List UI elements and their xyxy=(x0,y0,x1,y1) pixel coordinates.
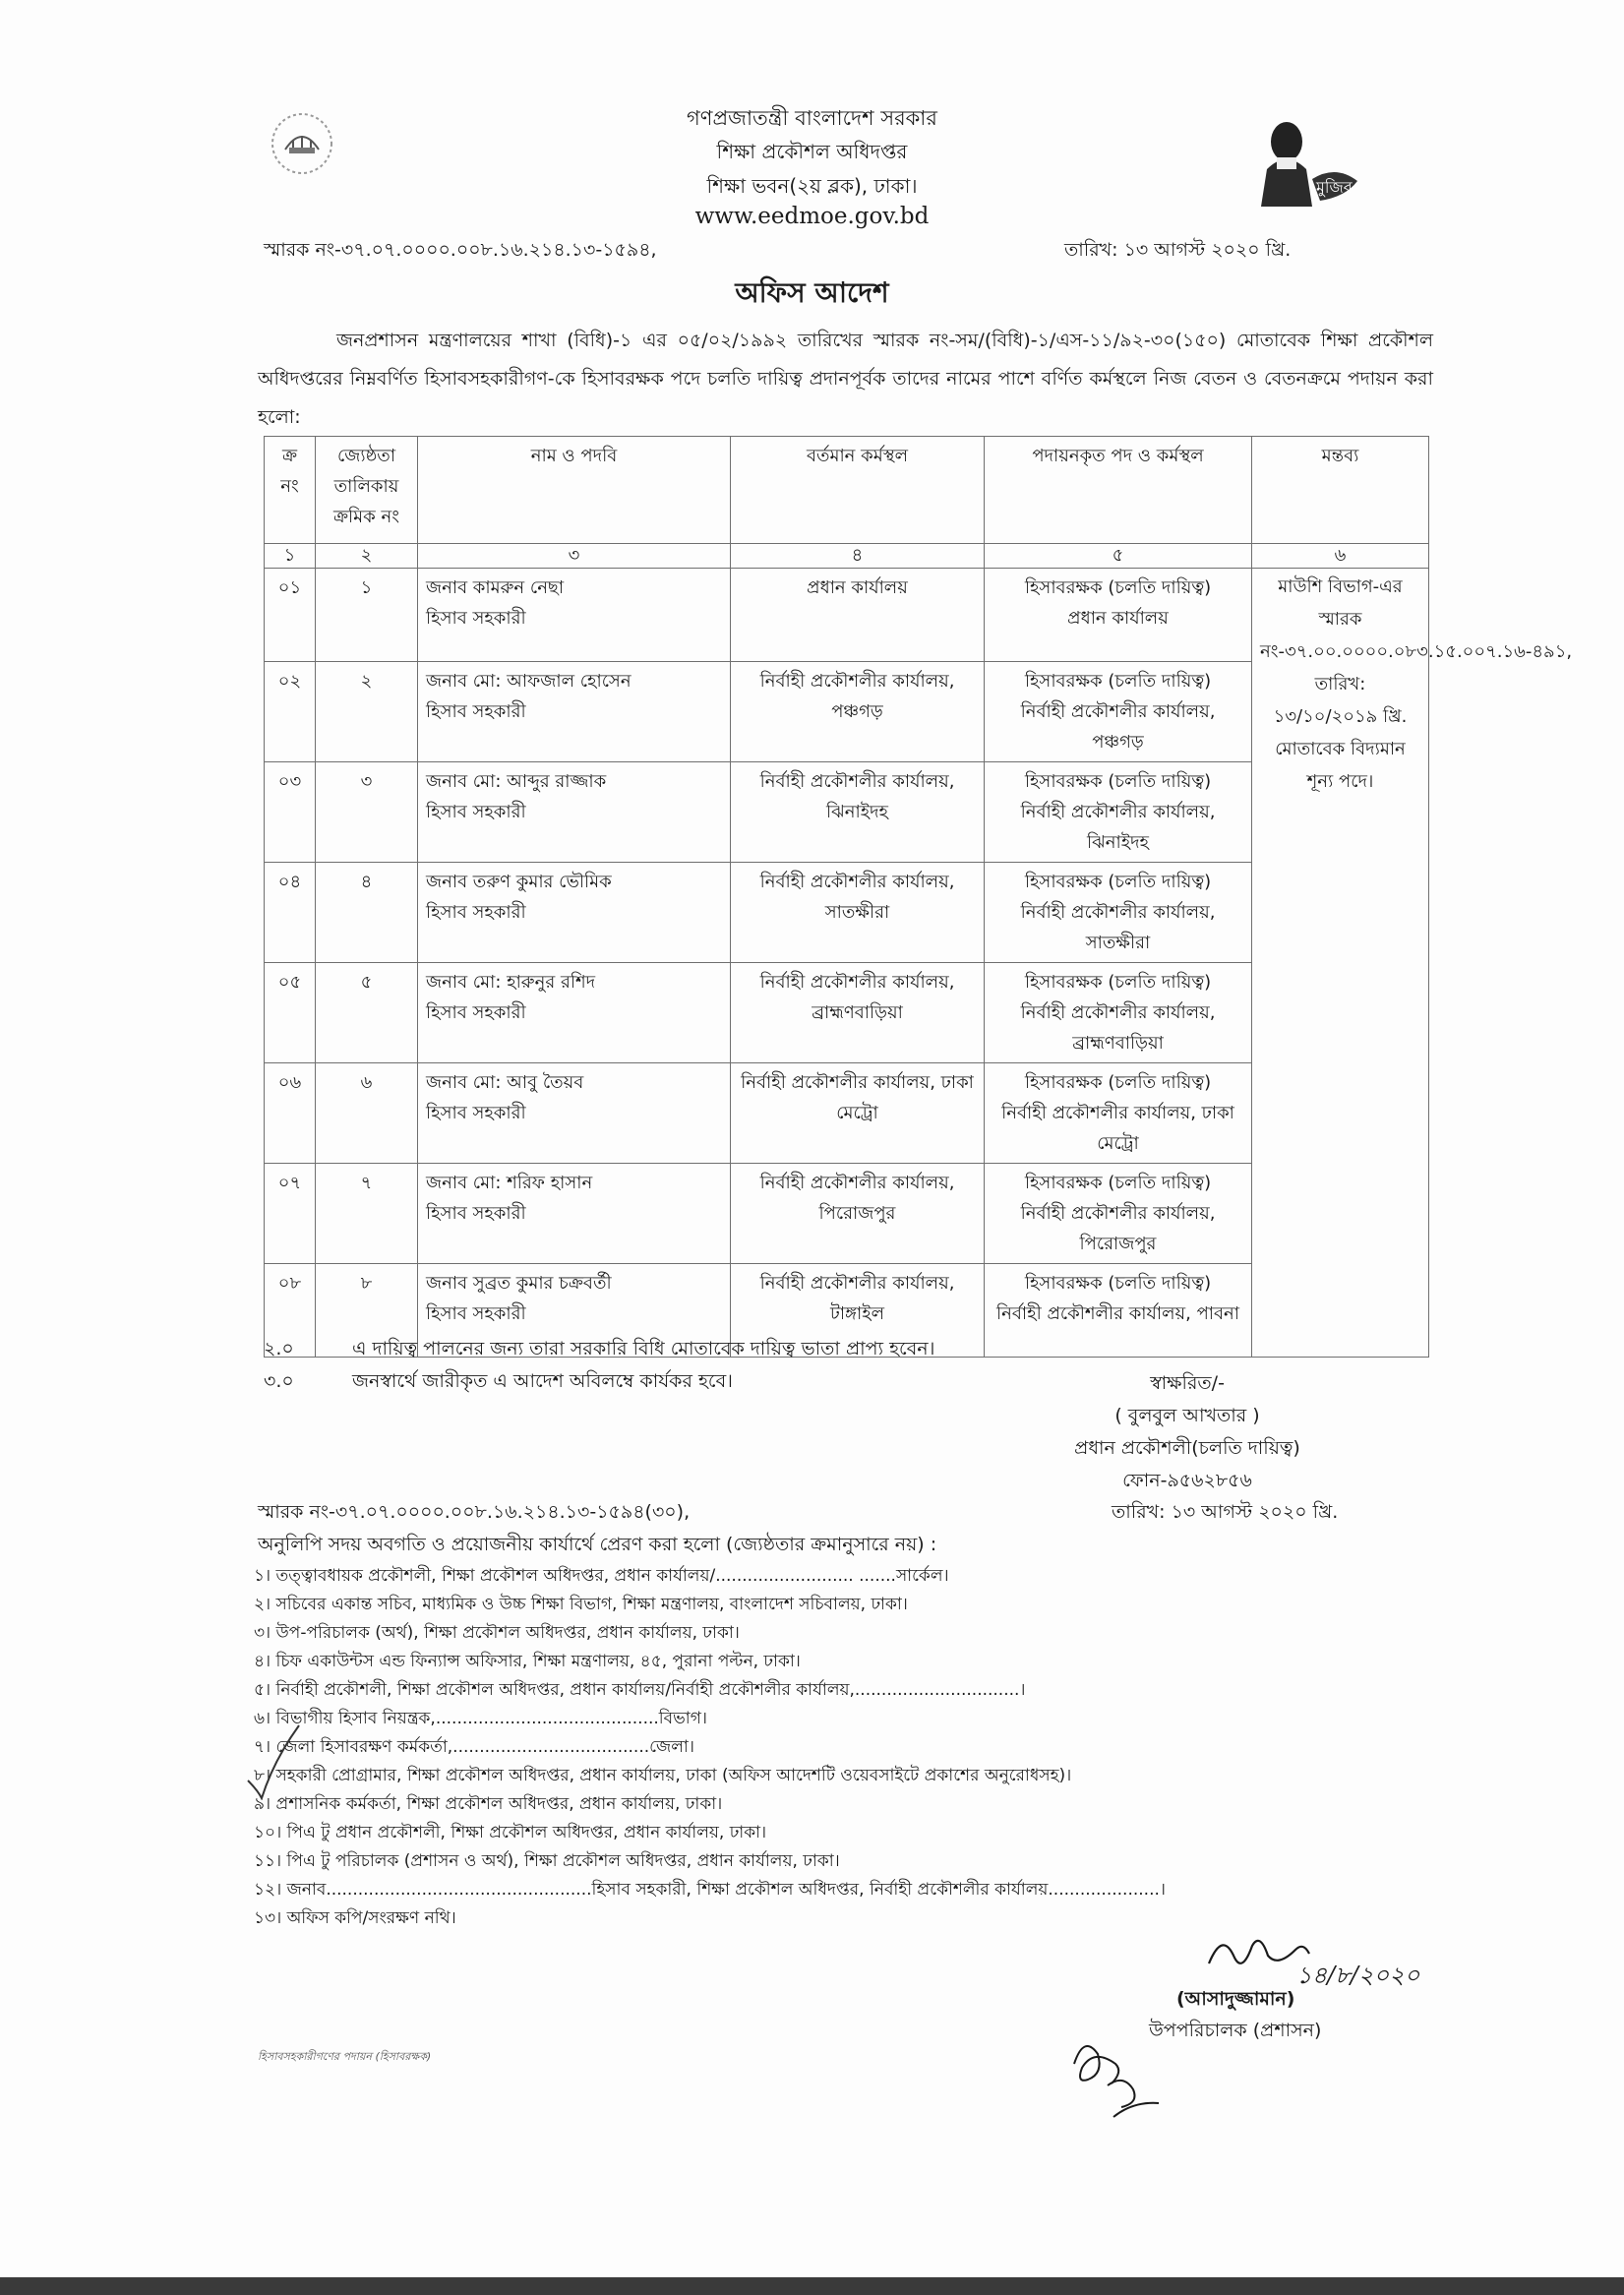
serial-cell: ০৬ xyxy=(265,1063,316,1164)
seniority-cell: ৮ xyxy=(316,1264,418,1358)
posting-post: হিসাবরক্ষক (চলতি দায়িত্ব) xyxy=(1024,1273,1212,1294)
list-item: ৫। নির্বাহী প্রকৌশলী, শিক্ষা প্রকৌশল অধিদপ্তর, প্রধান কার্যালয়/নির্বাহী প্রকৌশলীর কার্যালয়,...............................। xyxy=(254,1680,1026,1700)
scan-bottom-edge xyxy=(0,2277,1624,2295)
posting-post: হিসাবরক্ষক (চলতি দায়িত্ব) xyxy=(1024,671,1212,692)
seniority-cell: ২ xyxy=(316,662,418,762)
seniority-cell: ৫ xyxy=(316,963,418,1063)
page-title: অফিস আদেশ xyxy=(735,276,889,309)
current-workplace-cell: নির্বাহী প্রকৌশলীর কার্যালয়, ঝিনাইদহ xyxy=(731,762,985,863)
signatory-phone: ফোন-৯৫৬২৮৫৬ xyxy=(1122,1470,1252,1491)
column-number: ১ xyxy=(265,544,316,569)
clause-text: জনস্বার্থে জারীকৃত এ আদেশ অবিলম্বে কার্যকর হবে। xyxy=(352,1370,733,1392)
seniority-cell: ৭ xyxy=(316,1164,418,1264)
employee-name: জনাব মো: আব্দুর রাজ্জাক xyxy=(426,771,607,792)
list-item: ৭। জেলা হিসাবরক্ষণ কর্মকর্তা,.....................................জেলা। xyxy=(254,1737,694,1757)
employee-designation: হিসাব সহকারী xyxy=(426,1103,526,1123)
name-cell xyxy=(418,1063,731,1164)
copy-memo-number: স্মারক নং-৩৭.০৭.০০০০.০০৮.১৬.২১৪.১৩-১৫৯৪(৩০), xyxy=(258,1501,691,1523)
employee-designation: হিসাব সহকারী xyxy=(426,1002,526,1023)
seniority-cell: ৪ xyxy=(316,863,418,963)
employee-name: জনাব কামরুন নেছা xyxy=(426,577,565,598)
seniority-cell: ৬ xyxy=(316,1063,418,1164)
list-item: ১৩। অফিস কপি/সংরক্ষণ নথি। xyxy=(254,1908,456,1928)
list-item: ৩। উপ-পরিচালক (অর্থ), শিক্ষা প্রকৌশল অধিদপ্তর, প্রধান কার্যালয়, ঢাকা। xyxy=(254,1623,740,1643)
clause-number: ২.০ xyxy=(264,1338,294,1359)
employee-name: জনাব মো: শরিফ হাসান xyxy=(426,1173,593,1193)
posting-post: হিসাবরক্ষক (চলতি দায়িত্ব) xyxy=(1024,1072,1212,1093)
employee-designation: হিসাব সহকারী xyxy=(426,1203,526,1224)
current-workplace-cell: প্রধান কার্যালয় xyxy=(731,569,985,662)
table-header: জ্যেষ্ঠতা তালিকায় ক্রমিক নং xyxy=(316,437,418,544)
signed-label: স্বাক্ষরিত/- xyxy=(1150,1372,1225,1394)
name-cell xyxy=(418,1164,731,1264)
posting-office: নির্বাহী প্রকৌশলীর কার্যালয়, সাতক্ষীরা xyxy=(1020,902,1216,953)
signatory-block xyxy=(1045,1367,1330,1497)
current-workplace-cell: নির্বাহী প্রকৌশলীর কার্যালয়, পঞ্চগড় xyxy=(731,662,985,762)
name-cell xyxy=(418,963,731,1063)
column-number: ৩ xyxy=(418,544,731,569)
header-govt-name: গণপ্রজাতন্ত্রী বাংলাদেশ সরকার xyxy=(687,106,937,130)
copy-memo-date: তারিখ: ১৩ আগস্ট ২০২০ খ্রি. xyxy=(1112,1501,1339,1523)
employee-designation: হিসাব সহকারী xyxy=(426,701,526,722)
employee-designation: হিসাব সহকারী xyxy=(426,608,526,629)
column-number: ৪ xyxy=(731,544,985,569)
header-website[interactable]: www.eedmoe.gov.bd xyxy=(694,204,930,229)
name-cell xyxy=(418,569,731,662)
posting-cell xyxy=(985,1264,1252,1358)
posting-office: নির্বাহী প্রকৌশলীর কার্যালয়, পিরোজপুর xyxy=(1020,1203,1216,1254)
name-cell xyxy=(418,662,731,762)
name-cell xyxy=(418,762,731,863)
posting-cell xyxy=(985,963,1252,1063)
serial-cell: ০১ xyxy=(265,569,316,662)
employee-designation: হিসাব সহকারী xyxy=(426,902,526,923)
current-workplace-cell: নির্বাহী প্রকৌশলীর কার্যালয়, সাতক্ষীরা xyxy=(731,863,985,963)
serial-cell: ০৭ xyxy=(265,1164,316,1264)
posting-cell xyxy=(985,1063,1252,1164)
posting-post: হিসাবরক্ষক (চলতি দায়িত্ব) xyxy=(1024,577,1212,598)
current-workplace-cell: নির্বাহী প্রকৌশলীর কার্যালয়, টাঙ্গাইল xyxy=(731,1264,985,1358)
clause-number: ৩.০ xyxy=(264,1370,294,1392)
serial-cell: ০৫ xyxy=(265,963,316,1063)
table-header: ক্র নং xyxy=(265,437,316,544)
table-header: মন্তব্য xyxy=(1252,437,1429,544)
clause-text: এ দায়িত্ব পালনের জন্য তারা সরকারি বিধি মোতাবেক দায়িত্ব ভাতা প্রাপ্য হবেন। xyxy=(352,1338,935,1359)
employee-name: জনাব মো: হারুনুর রশিদ xyxy=(426,972,596,993)
posting-cell xyxy=(985,863,1252,963)
memo-number: স্মারক নং-৩৭.০৭.০০০০.০০৮.১৬.২১৪.১৩-১৫৯৪, xyxy=(264,239,657,261)
signatory-designation: প্রধান প্রকৌশলী(চলতি দায়িত্ব) xyxy=(1074,1437,1300,1459)
column-number: ২ xyxy=(316,544,418,569)
table-header: পদায়নকৃত পদ ও কর্মস্থল xyxy=(985,437,1252,544)
seniority-cell: ৩ xyxy=(316,762,418,863)
footer-note: হিসাবসহকারীগণের পদায়ন (হিসাবরক্ষক) xyxy=(258,2050,432,2063)
initials-signature-icon xyxy=(1064,2024,1173,2123)
table-header: বর্তমান কর্মস্থল xyxy=(731,437,985,544)
list-item: ৮। সহকারী প্রোগ্রামার, শিক্ষা প্রকৌশল অধিদপ্তর, প্রধান কার্যালয়, ঢাকা (অফিস আদেশটি ওয়েবসাইটে প্রকাশের অনুরোধসহ)। xyxy=(254,1766,1072,1785)
column-number: ৬ xyxy=(1252,544,1429,569)
clause-item xyxy=(264,1367,733,1399)
current-workplace-cell: নির্বাহী প্রকৌশলীর কার্যালয়, ব্রাহ্মণবাড়িয়া xyxy=(731,963,985,1063)
remark-cell: মাউশি বিভাগ-এর স্মারক নং-৩৭.০০.০০০০.০৮৩.১৫.০০৭.১৬-৪৯১, তারিখ: ১৩/১০/২০১৯ খ্রি. মোতাবেক বিদ্যমান শূন্য পদে। xyxy=(1252,569,1429,1358)
posting-post: হিসাবরক্ষক (চলতি দায়িত্ব) xyxy=(1024,972,1212,993)
posting-cell xyxy=(985,569,1252,662)
posting-post: হিসাবরক্ষক (চলতি দায়িত্ব) xyxy=(1024,771,1212,792)
employee-designation: হিসাব সহকারী xyxy=(426,802,526,822)
posting-office: নির্বাহী প্রকৌশলীর কার্যালয়, পঞ্চগড় xyxy=(1020,701,1216,753)
serial-cell: ০৪ xyxy=(265,863,316,963)
table-header-row xyxy=(265,437,1429,544)
second-signatory-name: (আসাদুজ্জামান) xyxy=(1176,1988,1295,2010)
list-item: ১০। পিএ টু প্রধান প্রকৌশলী, শিক্ষা প্রকৌশল অধিদপ্তর, প্রধান কার্যালয়, ঢাকা। xyxy=(254,1823,767,1842)
clause-item xyxy=(264,1335,934,1366)
posting-cell xyxy=(985,1164,1252,1264)
posting-office: প্রধান কার্যালয় xyxy=(1067,608,1169,629)
employee-name: জনাব সুব্রত কুমার চক্রবর্তী xyxy=(426,1273,612,1294)
name-cell xyxy=(418,863,731,963)
signatory-name: ( বুলবুল আখতার ) xyxy=(1114,1405,1260,1426)
posting-office: নির্বাহী প্রকৌশলীর কার্যালয়, ঢাকা মেট্রো xyxy=(1001,1103,1234,1154)
posting-table xyxy=(264,436,1573,1358)
posting-office: নির্বাহী প্রকৌশলীর কার্যালয়, পাবনা xyxy=(996,1303,1239,1324)
current-workplace-cell: নির্বাহী প্রকৌশলীর কার্যালয়, পিরোজপুর xyxy=(731,1164,985,1264)
list-item: ২। সচিবের একান্ত সচিব, মাধ্যমিক ও উচ্চ শিক্ষা বিভাগ, শিক্ষা মন্ত্রণালয়, বাংলাদেশ সচিবালয়, ঢাকা। xyxy=(254,1595,908,1614)
copy-intro: অনুলিপি সদয় অবগতি ও প্রয়োজনীয় কার্যার্থে প্রেরণ করা হলো (জ্যেষ্ঠতার ক্রমানুসারে নয়) : xyxy=(258,1534,937,1555)
list-item: ১১। পিএ টু পরিচালক (প্রশাসন ও অর্থ), শিক্ষা প্রকৌশল অধিদপ্তর, প্রধান কার্যালয়, ঢাকা। xyxy=(254,1851,840,1871)
memo-date: তারিখ: ১৩ আগস্ট ২০২০ খ্রি. xyxy=(1064,239,1292,261)
signature-date: ১৪/৮/২০২০ xyxy=(1296,1962,1420,1989)
current-workplace-cell: নির্বাহী প্রকৌশলীর কার্যালয়, ঢাকা মেট্রো xyxy=(731,1063,985,1164)
posting-office: নির্বাহী প্রকৌশলীর কার্যালয়, ব্রাহ্মণবাড়িয়া xyxy=(1020,1002,1216,1054)
tick-mark-icon xyxy=(244,1721,303,1800)
table-column-number-row xyxy=(265,544,1429,569)
svg-text:মুজিব: মুজিব xyxy=(1316,178,1353,197)
column-number: ৫ xyxy=(985,544,1252,569)
table-header: নাম ও পদবি xyxy=(418,437,731,544)
posting-cell xyxy=(985,762,1252,863)
employee-name: জনাব মো: আবু তৈয়ব xyxy=(426,1072,584,1093)
posting-post: হিসাবরক্ষক (চলতি দায়িত্ব) xyxy=(1024,872,1212,892)
list-item: ১। তত্ত্বাবধায়ক প্রকৌশলী, শিক্ষা প্রকৌশল অধিদপ্তর, প্রধান কার্যালয়/.......................... .......সার্কেল। xyxy=(254,1566,949,1586)
serial-cell: ০৩ xyxy=(265,762,316,863)
employee-name: জনাব মো: আফজাল হোসেন xyxy=(426,671,632,692)
table-row xyxy=(265,569,1429,662)
list-item: ৯। প্রশাসনিক কর্মকর্তা, শিক্ষা প্রকৌশল অধিদপ্তর, প্রধান কার্যালয়, ঢাকা। xyxy=(254,1794,723,1814)
posting-post: হিসাবরক্ষক (চলতি দায়িত্ব) xyxy=(1024,1173,1212,1193)
list-item: ১২। জনাব..................................................হিসাব সহকারী, শিক্ষা প্রকৌশল অধিদপ্তর, নির্বাহী প্রকৌশলীর কার্যালয়.....................। xyxy=(254,1880,1166,1900)
employee-name: জনাব তরুণ কুমার ভৌমিক xyxy=(426,872,612,892)
posting-cell xyxy=(985,662,1252,762)
intro-paragraph: জনপ্রশাসন মন্ত্রণালয়ের শাখা (বিধি)-১ এর ০৫/০২/১৯৯২ তারিখের স্মারক নং-সম/(বিধি)-১/এস-১১/৯২-৩০(১৫০) মোতাবেক শিক্ষা প্রকৌশল অধিদপ্তরের নিম্নবর্ণিত হিসাবসহকারীগণ-কে হিসাবরক্ষক পদে চলতি দায়িত্ব প্রদানপূর্বক তাদের নামের পাশে বর্ণিত কর্মস্থলে নিজ বেতন ও বেতনক্রমে পদায়ন করা হলো: xyxy=(258,330,1433,428)
serial-cell: ০২ xyxy=(265,662,316,762)
seniority-cell: ১ xyxy=(316,569,418,662)
header-address: শিক্ষা ভবন(২য় ব্লক), ঢাকা। xyxy=(706,174,918,198)
posting-office: নির্বাহী প্রকৌশলীর কার্যালয়, ঝিনাইদহ xyxy=(1020,802,1216,853)
header-department: শিক্ষা প্রকৌশল অধিদপ্তর xyxy=(716,140,908,163)
list-item: ৬। বিভাগীয় হিসাব নিয়ন্ত্রক,..........................................বিভাগ। xyxy=(254,1709,707,1728)
second-signatory-designation: উপপরিচালক (প্রশাসন) xyxy=(1149,2020,1322,2041)
employee-designation: হিসাব সহকারী xyxy=(426,1303,526,1324)
serial-cell: ০৮ xyxy=(265,1264,316,1358)
list-item: ৪। চিফ একাউন্টস এন্ড ফিন্যান্স অফিসার, শিক্ষা মন্ত্রণালয়, ৪৫, পুরানা পল্টন, ঢাকা। xyxy=(254,1652,801,1671)
